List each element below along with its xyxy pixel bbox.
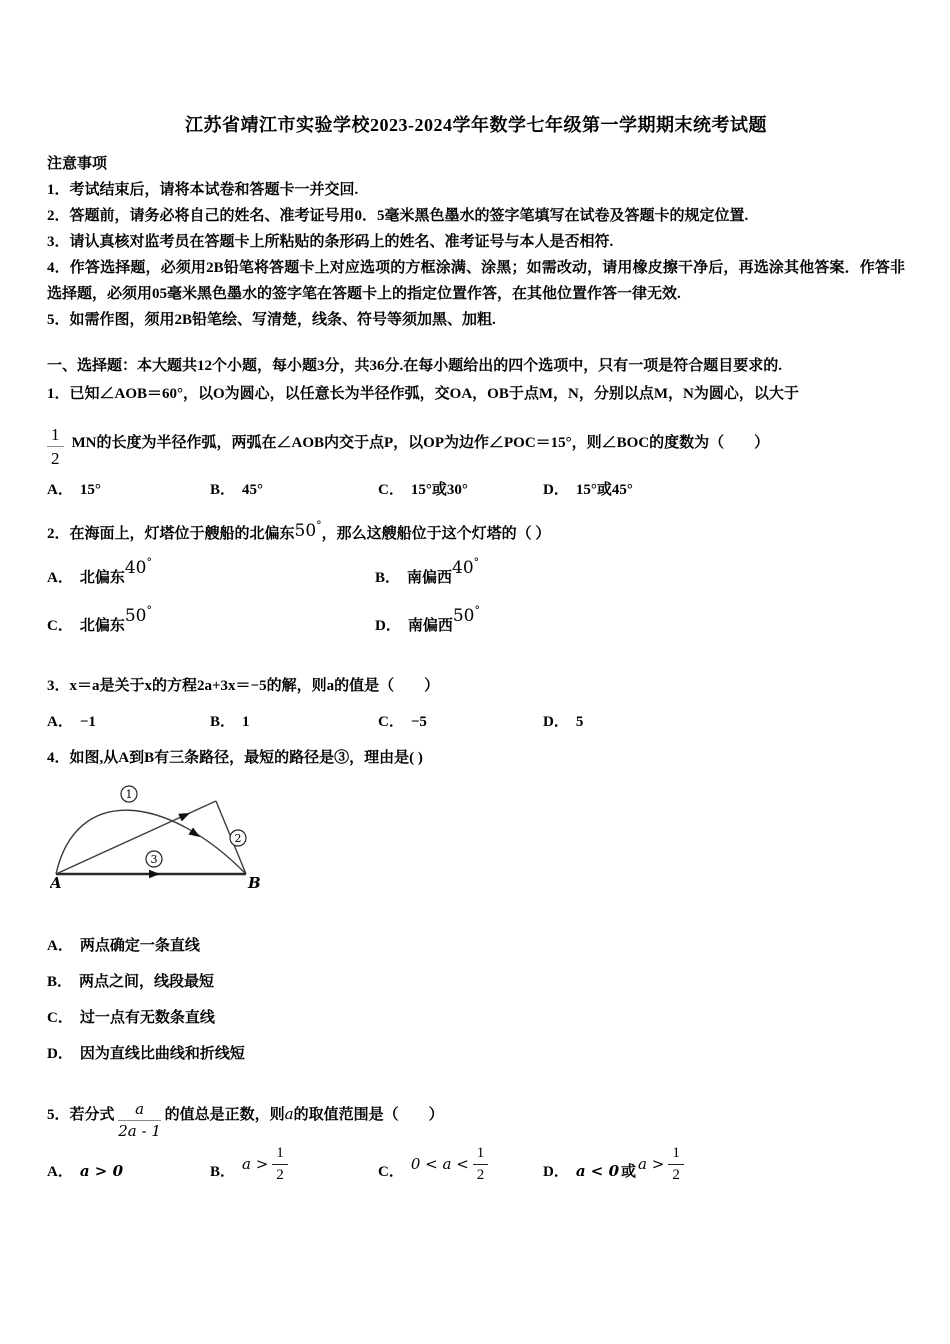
option-text: 15°	[79, 482, 101, 498]
q4-option-b	[47, 964, 905, 1000]
q4-figure	[50, 781, 905, 900]
q5-option-b	[210, 1144, 378, 1192]
notes-heading: 注意事项	[47, 156, 108, 172]
path3-label: 3	[150, 852, 158, 866]
q4-option-c	[47, 1000, 905, 1036]
exam-title: 江苏省靖江市实验学校2023-2024学年数学七年级第一学期期末统考试题	[185, 115, 767, 135]
q5-stem-prefix: 5．若分式	[47, 1107, 115, 1123]
q5-stem-mid: 的值总是正数，则	[164, 1107, 285, 1123]
option-math: 0 < a <	[410, 1155, 469, 1173]
note-item-4: 4．作答选择题，必须用2B铅笔将答题卡上对应选项的方框涂满、涂黑；如需改动，请用橡皮擦干净后，再选涂其他答案．作答非选择题，必须用05毫米黑色墨水的签字笔在答题卡上的指定位置作答，在其他位置作答一律无效.	[47, 260, 905, 302]
q1-option-a	[47, 477, 210, 503]
q1-stem-line1: 1．已知∠AOB＝60°，以O为圆心，以任意长为半径作弧，交OA，OB于点M，N，分别以点M，N为圆心，以大于	[47, 386, 799, 402]
q3-option-d	[543, 709, 905, 735]
degree-value: 40	[452, 558, 474, 578]
degree-value: 50	[452, 606, 475, 626]
q1-stem-line2-text: MN的长度为半径作弧，两弧在∠AOB内交于点P，以OP为边作∠POC＝15°，则∠BOC的度数为（ ）	[71, 435, 770, 451]
option-math-group	[638, 1144, 684, 1184]
q1-fraction-numerator: 1	[47, 426, 64, 447]
q5-fraction	[118, 1102, 161, 1139]
path1-label: 1	[125, 787, 133, 801]
option-label: A．	[47, 1164, 73, 1180]
degree-value: 50	[124, 606, 147, 626]
degree-symbol: °	[473, 556, 480, 569]
arrowhead-path2	[178, 809, 191, 821]
q1-fraction	[47, 426, 64, 467]
degree-value: 40	[124, 558, 147, 578]
option-degree	[125, 557, 152, 577]
option-label: A．	[47, 570, 73, 586]
note-item-1: 1．考试结束后，请将本试卷和答题卡一并交回.	[47, 182, 359, 198]
arrowhead-path3	[149, 870, 160, 878]
option-label: C．	[378, 1164, 404, 1180]
option-text: 1	[242, 714, 250, 730]
degree-symbol: °	[474, 604, 480, 617]
q3-option-b	[210, 709, 378, 735]
q2-stem-prefix: 2．在海面上，灯塔位于艘船的北偏东	[47, 526, 295, 542]
option-or-word: 或	[621, 1164, 637, 1180]
q3-option-a	[47, 709, 210, 735]
q5-stem-variable: a	[284, 1105, 294, 1123]
path2-label: 2	[234, 831, 242, 845]
q5-stem	[47, 1088, 905, 1141]
q4-options	[47, 928, 905, 1072]
option-text: 15°或30°	[410, 482, 468, 498]
q5-option-d	[543, 1144, 905, 1192]
option-label: A．	[47, 482, 73, 498]
q2-stem-suffix: ，那么这艘船位于这个灯塔的（ ）	[321, 526, 551, 542]
q2-option-d	[375, 604, 905, 641]
option-label: B．	[375, 570, 401, 586]
option-label: B．	[47, 974, 73, 990]
point-b-label: B	[248, 874, 261, 892]
option-label: C．	[47, 1010, 73, 1026]
q3-options	[47, 709, 905, 735]
option-label: D．	[375, 618, 401, 634]
note-item-3: 3．请认真核对监考员在答题卡上所粘贴的条形码上的姓名、准考证号与本人是否相符.	[47, 234, 614, 250]
q2-option-a	[47, 556, 375, 593]
option-label: D．	[543, 1164, 569, 1180]
option-math-group	[242, 1144, 288, 1184]
option-text: 南偏西	[407, 570, 453, 586]
note-item-2: 2．答题前，请务必将自己的姓名、准考证号用0．5毫米黑色墨水的签字笔填写在试卷及答题卡的规定位置.	[47, 208, 749, 224]
note-item-5: 5．如需作图，须用2B铅笔绘、写清楚，线条、符号等须加黑、加粗.	[47, 312, 496, 328]
option-text: 北偏东	[79, 570, 125, 586]
option-degree	[453, 605, 480, 625]
q2-options-row1	[47, 556, 905, 593]
option-text: 北偏东	[79, 618, 125, 634]
option-degree	[125, 605, 152, 625]
degree-symbol: °	[146, 604, 152, 617]
option-math: a >	[638, 1155, 665, 1173]
option-label: B．	[210, 1164, 236, 1180]
q2-option-c	[47, 604, 375, 641]
q5-stem-suffix: 的取值范围是（ ）	[293, 1107, 444, 1123]
q5-fraction-denominator: 2a - 1	[118, 1122, 161, 1140]
q3-stem: 3．x＝a是关于x的方程2a+3x＝−5的解，则a的值是（ ）	[47, 678, 440, 694]
degree-symbol: °	[316, 519, 322, 532]
option-math: a > 0	[79, 1162, 124, 1180]
option-text: 两点之间，线段最短	[79, 974, 215, 990]
fraction-numerator: 1	[668, 1146, 684, 1165]
q4-option-a	[47, 928, 905, 964]
option-degree	[452, 557, 479, 577]
q5-options	[47, 1144, 905, 1192]
degree-symbol: °	[146, 556, 152, 569]
q2-option-b	[375, 556, 905, 593]
degree-value: 50	[294, 521, 317, 541]
option-label: B．	[210, 714, 236, 730]
option-text: 过一点有无数条直线	[79, 1010, 215, 1026]
q5-option-c	[378, 1144, 543, 1192]
path2-line-up	[56, 801, 216, 874]
three-paths-diagram	[50, 781, 265, 895]
option-label: B．	[210, 482, 236, 498]
option-text: 5	[575, 714, 584, 730]
option-label: D．	[543, 482, 569, 498]
q1-option-b	[210, 477, 378, 503]
q5-option-a	[47, 1151, 210, 1192]
option-fraction	[668, 1146, 684, 1183]
option-text: 45°	[242, 482, 264, 498]
q4-option-d	[47, 1036, 905, 1072]
option-label: D．	[543, 714, 569, 730]
option-label: A．	[47, 714, 73, 730]
q2-options-row2	[47, 604, 905, 641]
q2-stem	[47, 521, 905, 547]
option-text: 15°或45°	[575, 482, 633, 498]
option-text: −5	[410, 714, 427, 730]
option-math: a < 0	[575, 1162, 620, 1180]
option-label: C．	[47, 618, 73, 634]
fraction-numerator: 1	[272, 1146, 288, 1165]
q3-option-c	[378, 709, 543, 735]
point-a-label: A	[50, 874, 62, 892]
option-text: 南偏西	[407, 618, 453, 634]
q1-option-c	[378, 477, 543, 503]
option-fraction	[272, 1146, 288, 1183]
page-content	[0, 112, 950, 1192]
fraction-denominator: 2	[476, 1166, 485, 1183]
option-fraction	[473, 1146, 489, 1183]
q5-fraction-numerator: a	[118, 1102, 161, 1121]
fraction-numerator: 1	[473, 1146, 489, 1165]
option-math: a >	[242, 1155, 269, 1173]
q1-fraction-denominator: 2	[51, 449, 60, 468]
q4-stem: 4．如图,从A到B有三条路径，最短的路径是③，理由是( )	[47, 750, 423, 766]
option-text: 因为直线比曲线和折线短	[79, 1046, 245, 1062]
option-label: A．	[47, 938, 73, 954]
option-text: −1	[79, 714, 96, 730]
q1-stem-line2	[47, 419, 905, 467]
option-text: 两点确定一条直线	[79, 938, 200, 954]
q2-stem-degree	[295, 520, 322, 540]
option-label: C．	[378, 482, 404, 498]
option-label: C．	[378, 714, 404, 730]
q1-option-d	[543, 477, 905, 503]
option-math-group	[411, 1144, 488, 1184]
option-label: D．	[47, 1046, 73, 1062]
q1-options	[47, 477, 905, 503]
fraction-denominator: 2	[672, 1166, 680, 1183]
fraction-denominator: 2	[276, 1166, 284, 1183]
section-heading-choice: 一、选择题：本大题共12个小题，每小题3分，共36分.在每小题给出的四个选项中，只有一项是符合题目要求的.	[47, 358, 783, 374]
